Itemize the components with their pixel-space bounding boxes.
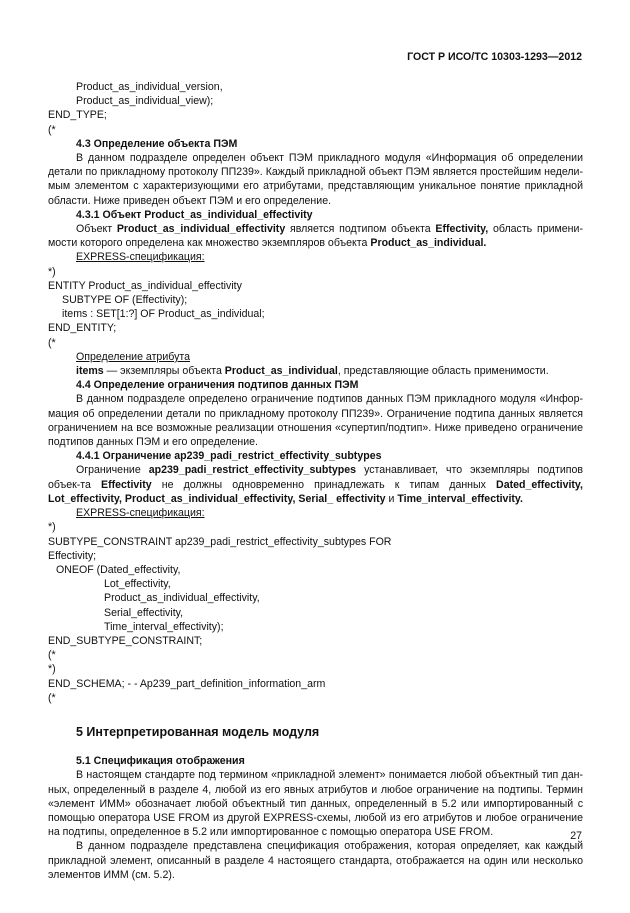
text-run: Serial_effectivity, (104, 606, 184, 619)
text-run: — экземпляры объекта (103, 365, 225, 378)
text-run: (* (48, 649, 56, 662)
text-line (48, 549, 583, 563)
text-run: items : SET[1:?] OF Product_as_individual; (62, 308, 265, 321)
text-run: *) (48, 265, 56, 278)
section-heading (48, 725, 583, 739)
text-run: В данном подразделе определен объект ПЭМ прикладного модуля «Информация об определении детали по прикладному протоколу ПП239». Каждый прикладной объект ПЭМ является простейшим недели-мым элементом с характеризующими его атрибутами, представляющим уникальное понятие прикладной области. Ниже приведен объект ПЭМ и его определение. (48, 152, 583, 207)
section-heading (48, 449, 583, 463)
text-run: Time_interval_effectivity); (104, 620, 224, 633)
text-run: ap239_padi_restrict_effectivity_subtypes (148, 464, 357, 477)
text-run: END_SCHEMA; - - Ap239_part_definition_information_arm (48, 677, 326, 690)
text-run: 4.4 Определение ограничения подтипов данных ПЭМ (76, 379, 359, 392)
text-line (48, 279, 583, 293)
text-run: Ограничение (76, 464, 149, 477)
text-run: ONEOF (Dated_effectivity, (56, 563, 181, 576)
page-header: ГОСТ Р ИСО/ТС 10303-1293—2012 (407, 51, 582, 63)
section-heading (48, 137, 583, 151)
text-run: Объект (76, 223, 117, 236)
text-run: Определение атрибута (76, 350, 191, 363)
text-line (48, 648, 583, 662)
text-line (48, 350, 583, 364)
text-run: Lot_effectivity, (104, 578, 171, 591)
text-line (48, 563, 583, 577)
text-run: 5.1 Спецификация отображения (76, 755, 245, 768)
text-line (48, 535, 583, 549)
paragraph (48, 463, 583, 506)
text-run: В настоящем стандарте под термином «прикладной элемент» понимается любой объектный тип дан-ных, определенный в разделе 4, любой из его явных атрибутов и любое ограничение на подтипы. Термин «элемент ИММ» обозначает любой объектный тип данных, определенный в 5.2 или импортированный с помощью оператора USE FROM из другой EXPRESS-схемы, любой из его атрибутов и любое ограничение на подтипы, определенное в 5.2 или импортированное с помощью оператора USE FROM. (48, 769, 583, 839)
text-line (48, 307, 583, 321)
text-run: 4.4.1 Ограничение ap239_padi_restrict_effectivity_subtypes (76, 450, 382, 463)
text-run: SUBTYPE_CONSTRAINT ap239_padi_restrict_effectivity_subtypes FOR (48, 535, 392, 548)
text-line (48, 677, 583, 691)
text-run: SUBTYPE OF (Effectivity); (62, 294, 188, 307)
text-run: END_ENTITY; (48, 322, 117, 335)
text-run: Product_as_individual_view); (76, 95, 214, 108)
section-heading (48, 208, 583, 222)
text-line (48, 250, 583, 264)
text-run: Product_as_individual_version, (76, 81, 223, 93)
text-run: область примени-мости которого определена как множество экземпляров объекта (48, 223, 583, 250)
text-line (48, 293, 583, 307)
text-run: Product_as_individual_effectivity, (104, 592, 260, 605)
text-run: 4.3 Определение объекта ПЭМ (76, 137, 238, 150)
text-run: В данном подразделе определено ограничение подтипов данных ПЭМ прикладного модуля «Инфор-мация об определении детали по прикладному протоколу ПП239». Ограничение подтипа данных является ограничением на все возможные реализации отношения «супертип/подтип». Ниже приведено ограничение подтипов данных ПЭМ и его определение. (48, 393, 583, 449)
text-run: (* (48, 336, 56, 349)
text-line (48, 80, 583, 94)
paragraph (48, 222, 583, 250)
text-line (48, 321, 583, 335)
text-line (48, 364, 583, 378)
text-run: *) (48, 663, 56, 676)
text-line (48, 265, 583, 279)
page-content (48, 80, 583, 882)
text-line (48, 620, 583, 634)
text-run: END_TYPE; (48, 109, 107, 122)
text-line (48, 606, 583, 620)
text-run: 4.3.1 Объект Product_as_individual_effectivity (76, 208, 313, 221)
text-run: не должны одновременно принадлежать к типам данных (151, 478, 497, 491)
text-run: Effectivity, (435, 223, 489, 236)
text-line (48, 662, 583, 676)
text-run: и (385, 492, 398, 505)
text-run: 5 Интерпретированная модель модуля (76, 724, 320, 739)
text-run: , представляющие область применимости. (337, 365, 549, 378)
text-line (48, 506, 583, 520)
text-line (48, 634, 583, 648)
text-run: ENTITY Product_as_individual_effectivity (48, 279, 242, 292)
text-run: Effectivity; (48, 549, 97, 562)
text-line (48, 336, 583, 350)
section-heading (48, 754, 583, 768)
text-run: EXPRESS-спецификация: (76, 507, 205, 520)
text-run: Time_interval_effectivity. (397, 492, 523, 505)
text-run: Product_as_individual. (370, 237, 487, 250)
text-run: является подтипом объекта (285, 223, 436, 236)
text-run: END_SUBTYPE_CONSTRAINT; (48, 634, 203, 647)
text-run: Product_as_individual_effectivity (116, 223, 286, 236)
text-run: устанавливает, что экземпляры подтипов объек-та (48, 464, 584, 491)
text-run: (* (48, 691, 56, 704)
text-run: Effectivity (101, 478, 152, 491)
text-run: В данном подразделе представлена спецификация отображения, которая определяет, как каждый прикладной элемент, описанный в разделе 4 настоящего стандарта, отображается на один или несколько элементов ИММ (см. 5.2). (48, 840, 583, 881)
paragraph (48, 151, 583, 208)
paragraph (48, 768, 583, 839)
text-line (48, 94, 583, 108)
text-line (48, 691, 583, 705)
section-heading (48, 378, 583, 392)
text-run: Dated_effectivity, Lot_effectivity, Product_as_individual_effectivity, Serial_ effectivity (48, 478, 583, 505)
text-line (48, 591, 583, 605)
text-line (48, 108, 583, 122)
text-run: items (76, 365, 104, 378)
text-run: (* (48, 123, 56, 136)
page-number: 27 (570, 830, 582, 842)
text-run: *) (48, 521, 56, 534)
paragraph (48, 392, 583, 449)
text-run: Product_as_individual (224, 365, 338, 378)
text-line (48, 577, 583, 591)
text-run: EXPRESS-спецификация: (76, 251, 205, 264)
text-line (48, 123, 583, 137)
paragraph (48, 839, 583, 882)
text-line (48, 520, 583, 534)
